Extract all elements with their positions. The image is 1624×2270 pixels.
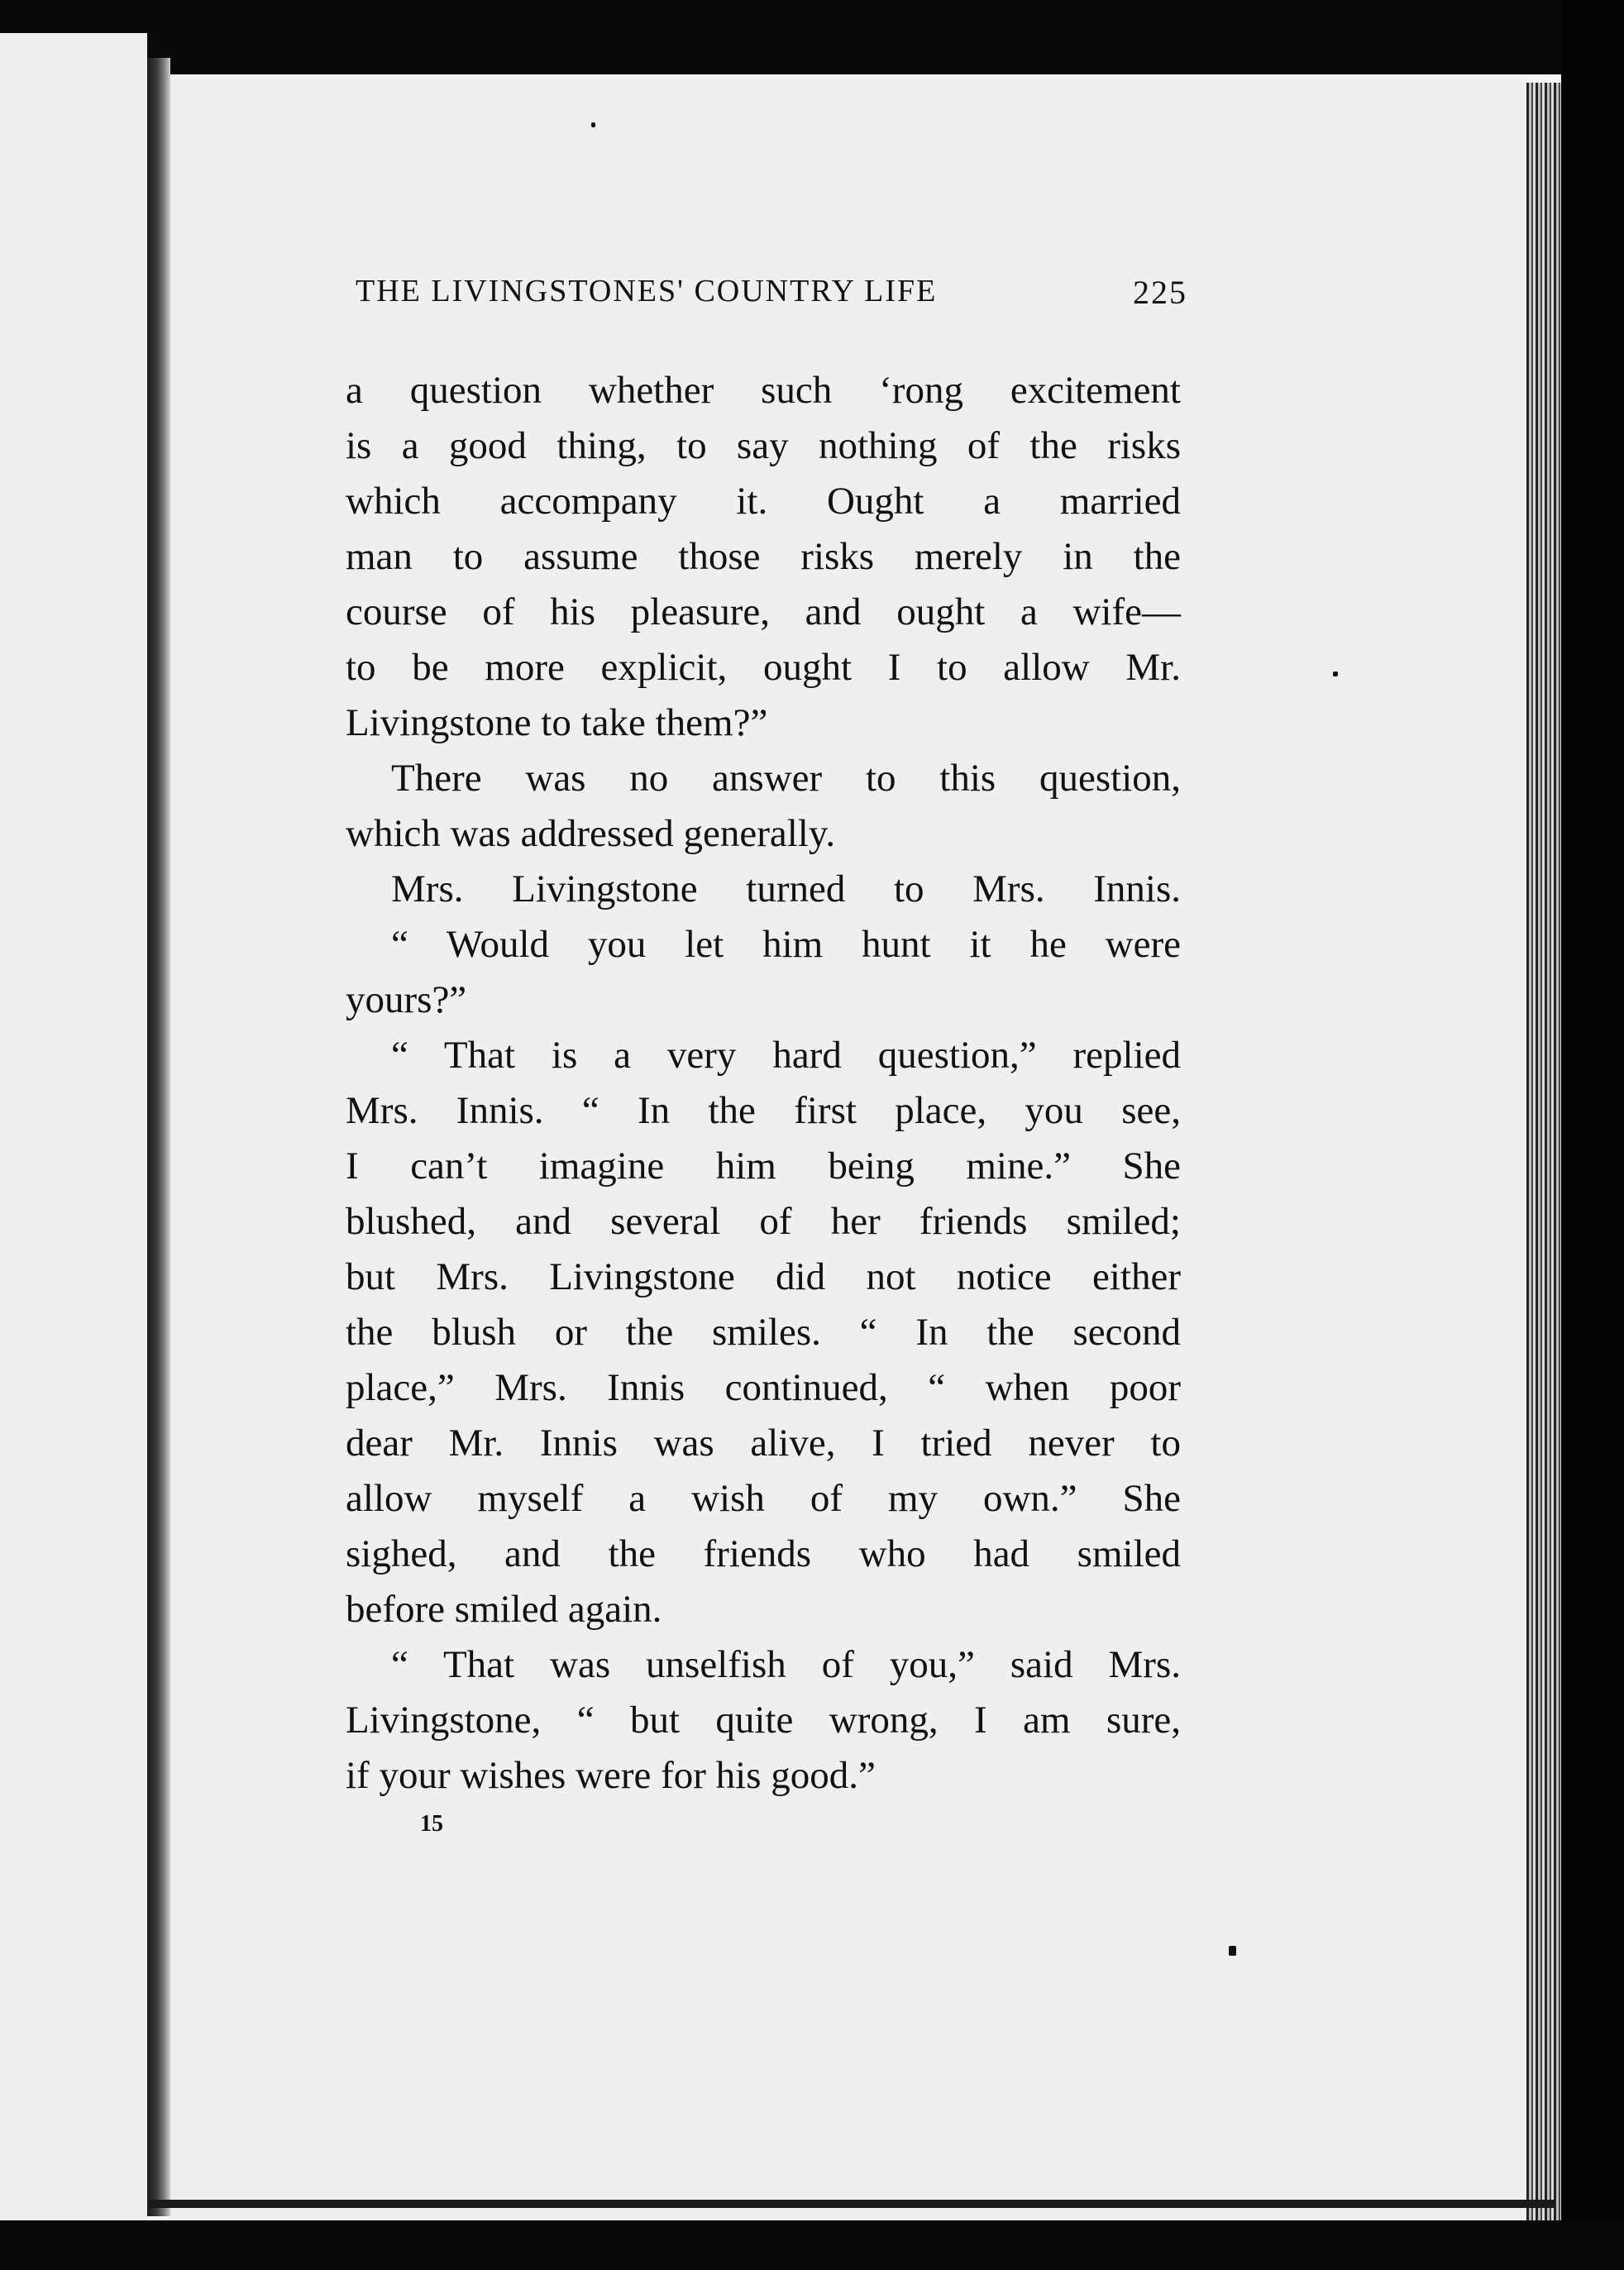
scan-bottom-border — [0, 2220, 1624, 2270]
text-line: if your wishes were for his good.” — [346, 1754, 876, 1797]
text-line: which was addressed generally. — [346, 812, 836, 855]
dust-speck — [591, 122, 595, 127]
dust-speck — [1229, 1946, 1236, 1956]
text-line: Livingstone, “ but quite wrong, I am sure, — [346, 1699, 1181, 1742]
signature-mark: 15 — [420, 1811, 443, 1837]
dust-speck — [1333, 671, 1338, 676]
text-line: place,” Mrs. Innis continued, “ when poor — [346, 1366, 1181, 1409]
text-line: allow myself a wish of my own.” She — [346, 1477, 1181, 1520]
text-line: sighed, and the friends who had smiled — [346, 1532, 1181, 1575]
text-line: is a good thing, to say nothing of the risks — [346, 424, 1181, 467]
text-line: yours?” — [346, 978, 467, 1021]
text-line: dear Mr. Innis was alive, I tried never to — [346, 1422, 1181, 1465]
page-number: 225 — [1133, 274, 1187, 311]
scan-right-border — [1561, 0, 1624, 2270]
text-line: man to assume those risks merely in the — [346, 535, 1181, 578]
text-line: to be more explicit, ought I to allow Mr. — [346, 646, 1181, 689]
text-line: but Mrs. Livingstone did not notice either — [346, 1255, 1181, 1298]
text-line: Mrs. Livingstone turned to Mrs. Innis. — [391, 867, 1181, 910]
text-line: “ Would you let him hunt it he were — [391, 923, 1181, 966]
text-line: I can’t imagine him being mine.” She — [346, 1145, 1181, 1188]
facing-page-edge — [0, 33, 147, 2220]
running-title: THE LIVINGSTONES' COUNTRY LIFE — [356, 274, 938, 308]
running-head — [356, 273, 1199, 323]
text-line: “ That is a very hard question,” replied — [391, 1034, 1181, 1077]
text-line: There was no answer to this question, — [391, 757, 1181, 800]
scan-top-border — [0, 0, 1624, 74]
text-line: Livingstone to take them?” — [346, 701, 768, 744]
text-line: the blush or the smiles. “ In the second — [346, 1311, 1181, 1354]
stacked-page-edges — [1526, 83, 1561, 2225]
text-line: blushed, and several of her friends smiled; — [346, 1200, 1181, 1243]
book-gutter — [147, 58, 170, 2216]
text-line: “ That was unselfish of you,” said Mrs. — [391, 1643, 1181, 1686]
text-line: course of his pleasure, and ought a wife— — [346, 590, 1181, 633]
text-line: a question whether such ‘rong excitement — [346, 369, 1181, 412]
page-bottom-shadow — [149, 2200, 1555, 2208]
text-line: Mrs. Innis. “ In the first place, you see, — [346, 1089, 1181, 1132]
text-line: which accompany it. Ought a married — [346, 480, 1181, 523]
text-line: before smiled again. — [346, 1588, 662, 1631]
